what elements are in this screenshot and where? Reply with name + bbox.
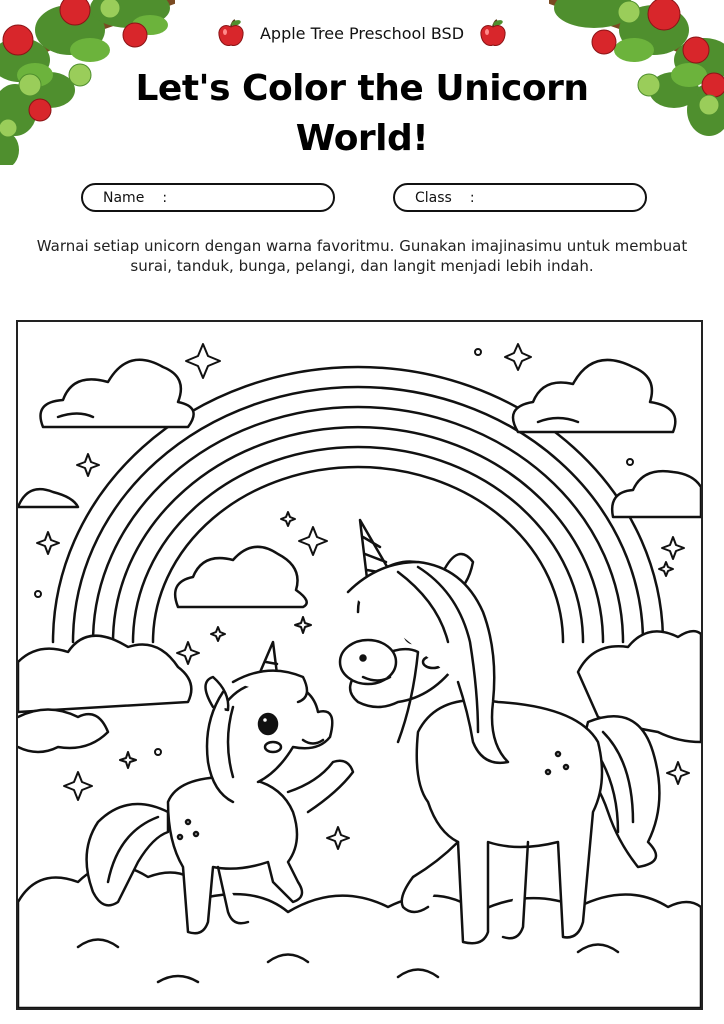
page-title-line-1: Let's Color the Unicorn [135,68,589,109]
instructions-text: Warnai setiap unicorn dengan warna favoritmu. Gunakan imajinasimu untuk membuat surai, tanduk, bunga, pelangi, dan langit menjadi lebih indah. [36,237,688,275]
cloud-top-left [41,360,194,427]
cloud-center [175,547,307,607]
cloud-mid-left [18,489,78,507]
class-field[interactable] [393,183,647,212]
name-label: Name [103,189,145,206]
class-colon: : [469,189,475,206]
school-header [0,18,724,48]
class-label: Class [415,189,452,206]
cloud-top-right [513,360,675,432]
apple-icon [478,18,508,48]
apple-icon [216,18,246,48]
cloud-mid-right [612,471,701,517]
cloud-left-side [18,636,191,752]
school-name: Apple Tree Preschool BSD [259,23,465,43]
name-field[interactable] [81,183,335,212]
name-colon: : [162,189,168,206]
mother-unicorn [340,520,659,943]
page-title [0,64,724,164]
coloring-illustration [16,320,703,1010]
page-title-line-2: World! [295,118,429,159]
